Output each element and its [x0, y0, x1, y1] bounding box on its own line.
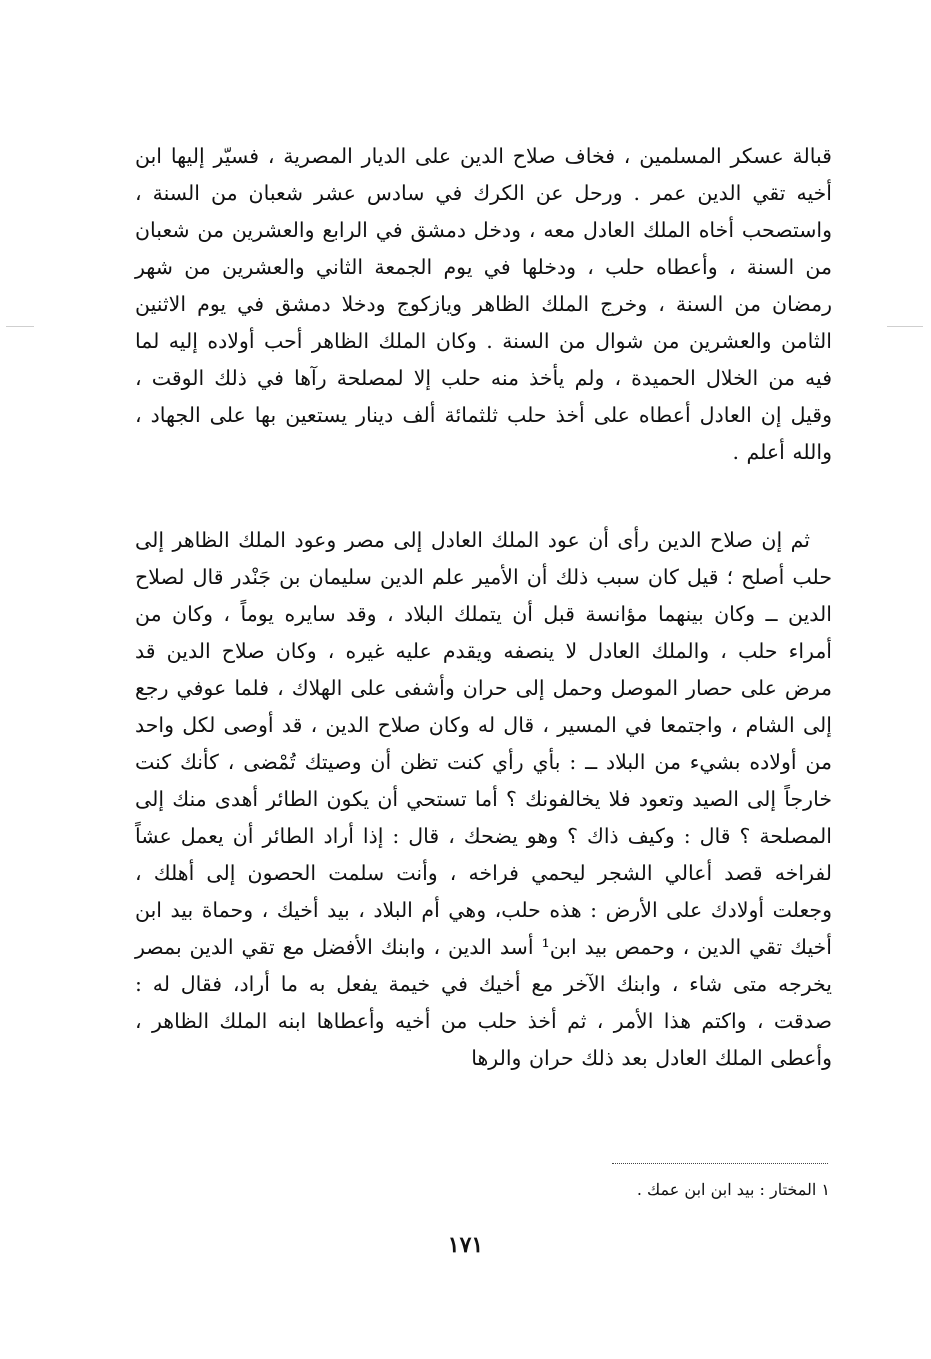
footnote-separator — [612, 1163, 828, 1164]
page-number: ١٧١ — [447, 1232, 484, 1258]
footnote: ١ المختار : بيد ابن ابن عمك . — [636, 1180, 830, 1199]
body-paragraph-2: ثم إن صلاح الدين رأى أن عود الملك العادل إلى مصر وعود الملك الظاهر إلى حلب أصلح ؛ قيل كان سبب ذلك أن الأمير علم الدين سليمان بن جَنْدر قال لصلاح الدين ــ وكان بينهما مؤانسة قبل أن يتملك البلاد ، وقد سايره يوماً ، وكان من أمراء حلب ، والملك العادل لا ينصفه ويقدم عليه غيره ، وكان صلاح الدين قد مرض على حصار الموصل وحمل إلى حران وأشفى على الهلاك ، فلما عوفي رجع إلى الشام ، واجتمعا في المسير ، قال له وكان صلاح الدين ، قد أوصى لكل واحد من أولاده بشيء من البلاد ــ : بأي رأي كنت تظن أن وصيتك تُمْضى ، كأنك كنت خارجاً إلى الصيد وتعود فلا يخالفونك ؟ أما تستحي أن يكون الطائر أهدى منك إلى المصلحة ؟ قال : وكيف ذاك ؟ وهو يضحك ، قال : إذا أراد الطائر أن يعمل عشاً لفراخه قصد أعالي الشجر ليحمي فراخه ، وأنت سلمت الحصون إلى أهلك ، وجعلت أولادك على الأرض : هذه حلب، وهي أم البلاد ، بيد أخيك ، وحماة بيد ابن أخيك تقي الدين ، وحمص بيد ابن¹ أسد الدين ، وابنك الأفضل مع تقي الدين بمصر يخرجه متى شاء ، وابنك الآخر مع أخيك في خيمة يفعل به ما أراد، فقال له : صدقت ، واكتم هذا الأمر ، ثم أخذ حلب من أخيه وأعطاها ابنه الملك الظاهر ، وأعطى الملك العادل بعد ذلك حران والرها — [135, 528, 832, 1070]
body-paragraph-1: قبالة عسكر المسلمين ، فخاف صلاح الدين على الديار المصرية ، فسيّر إليها ابن أخيه تقي الدين عمر . ورحل عن الكرك في سادس عشر شعبان من السنة ، واستصحب أخاه الملك العادل معه ، ودخل دمشق في الرابع والعشرين من شعبان من السنة ، وأعطاه حلب ، ودخلها في يوم الجمعة الثاني والعشرين من شهر رمضان من السنة ، وخرج الملك الظاهر ويازكوج ودخلا دمشق في يوم الاثنين الثامن والعشرين من شوال من السنة . وكان الملك الظاهر أحب أولاده إليه لما فيه من الخلال الحميدة ، ولم يأخذ منه حلب إلا لمصلحة رآها في ذلك الوقت ، وقيل إن العادل أعطاه على أخذ حلب ثلثمائة ألف دينار يستعين بها على الجهاد ، والله أعلم . — [135, 144, 832, 464]
margin-mark — [887, 326, 923, 327]
margin-mark — [6, 326, 34, 327]
